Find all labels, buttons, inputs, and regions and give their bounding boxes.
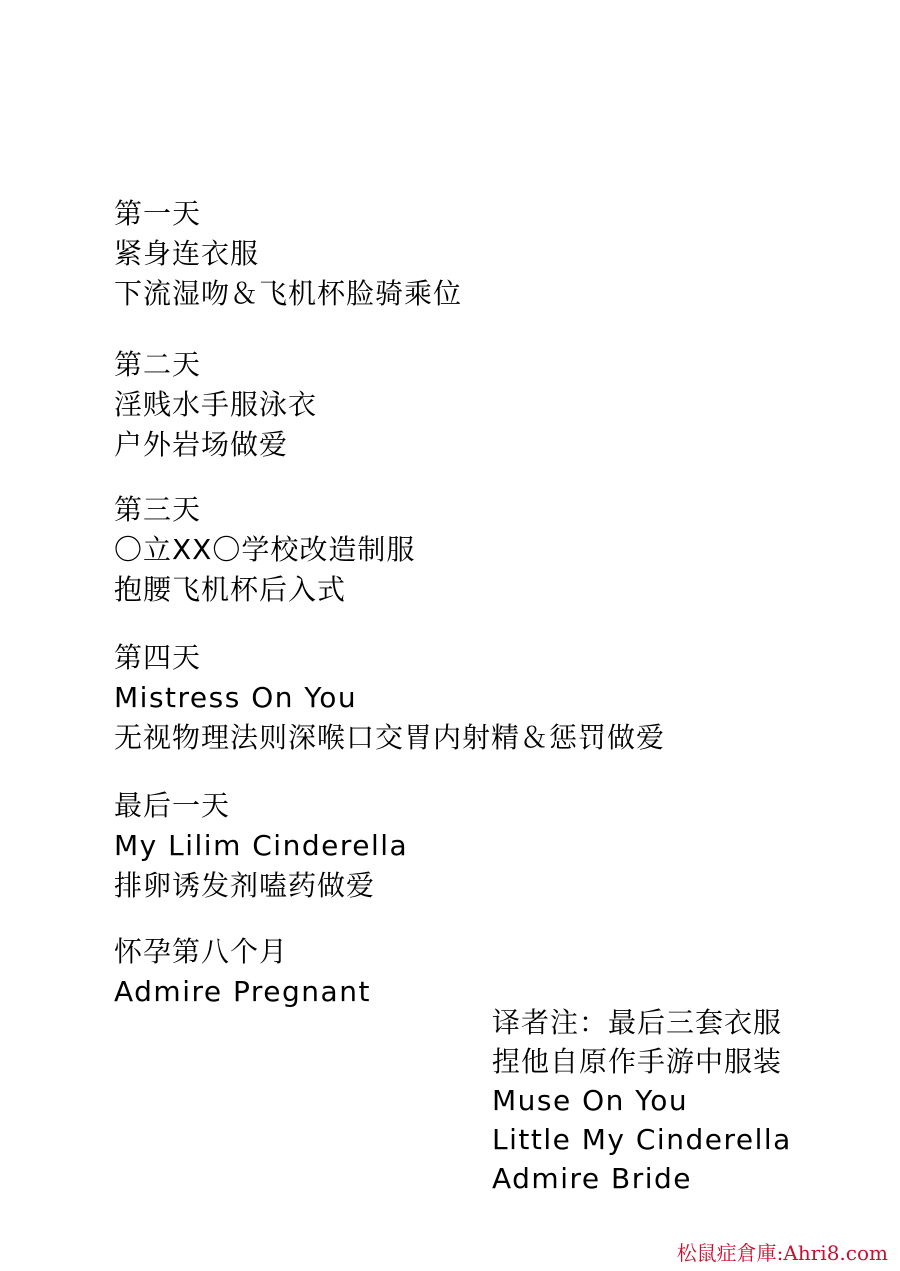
translator-note bbox=[492, 1003, 792, 1198]
watermark: 松鼠症倉庫:Ahri8.com bbox=[676, 1241, 888, 1265]
schedule-day-3 bbox=[114, 490, 415, 610]
day-activity: 抱腰飞机杯后入式 bbox=[114, 573, 347, 606]
day-outfit: Mistress On You bbox=[114, 681, 358, 714]
note-line: 译者注：最后三套衣服 bbox=[492, 1006, 783, 1039]
day-title: 第二天 bbox=[114, 348, 202, 381]
note-line: Admire Bride bbox=[492, 1162, 693, 1195]
note-line: Little My Cinderella bbox=[492, 1123, 792, 1156]
day-title: 第四天 bbox=[114, 641, 202, 674]
day-activity: 排卵诱发剂嗑药做爱 bbox=[114, 869, 376, 902]
day-title: 第三天 bbox=[114, 493, 202, 526]
day-outfit: 紧身连衣服 bbox=[114, 237, 260, 270]
day-activity: 下流湿吻＆飞机杯脸骑乘位 bbox=[114, 277, 463, 310]
day-outfit: My Lilim Cinderella bbox=[114, 829, 409, 862]
day-title: 怀孕第八个月 bbox=[114, 935, 289, 968]
day-activity: 无视物理法则深喉口交胃内射精＆惩罚做爱 bbox=[114, 721, 666, 754]
day-outfit: 淫贱水手服泳衣 bbox=[114, 388, 318, 421]
day-outfit: 〇立XX〇学校改造制服 bbox=[114, 533, 416, 566]
schedule-pregnant bbox=[114, 932, 371, 1012]
schedule-day-1 bbox=[114, 194, 462, 314]
schedule-day-2 bbox=[114, 345, 317, 465]
schedule-day-4 bbox=[114, 638, 665, 758]
day-title: 第一天 bbox=[114, 197, 202, 230]
schedule-last-day bbox=[114, 786, 408, 906]
day-title: 最后一天 bbox=[114, 789, 231, 822]
note-line: Muse On You bbox=[492, 1084, 689, 1117]
day-outfit: Admire Pregnant bbox=[114, 975, 371, 1008]
note-line: 捏他自原作手游中服装 bbox=[492, 1045, 783, 1078]
day-activity: 户外岩场做爱 bbox=[114, 428, 289, 461]
